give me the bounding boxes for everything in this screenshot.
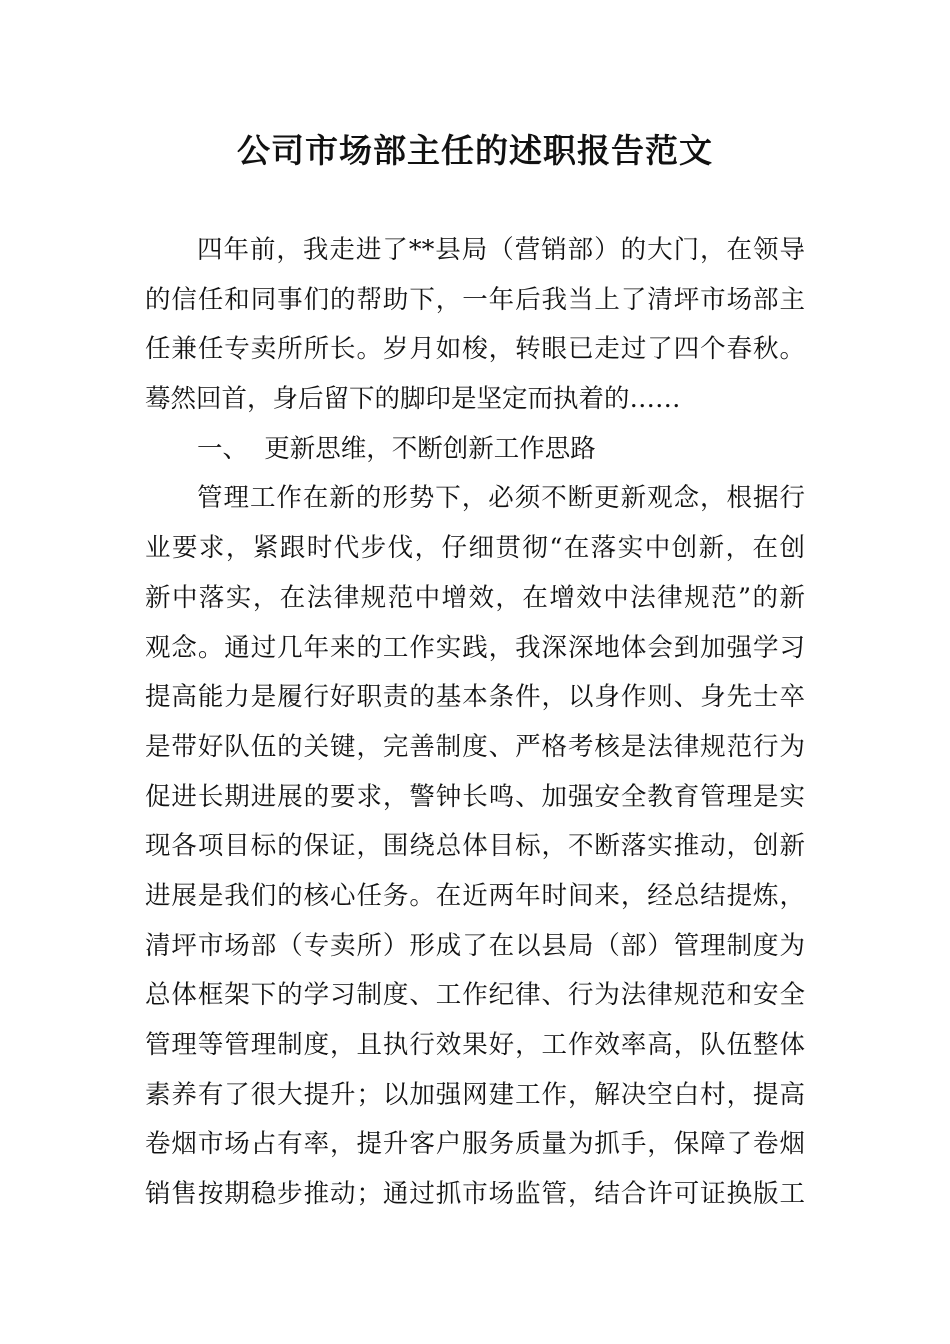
paragraph-line: 促进长期进展的要求，警钟长鸣、加强安全教育管理是实: [145, 781, 805, 812]
paragraph-line: 任兼任专卖所所长。岁月如梭，转眼已走过了四个春秋。: [145, 334, 805, 365]
paragraph-line: 四年前，我走进了**县局（营销部）的大门，在领导: [197, 235, 805, 265]
paragraph-line: 管理工作在新的形势下，必须不断更新观念，根据行: [197, 483, 805, 514]
paragraph-line: 新中落实，在法律规范中增效，在增效中法律规范”的新: [145, 582, 805, 613]
paragraph-line: 提高能力是履行好职责的基本条件，以身作则、身先士卒: [145, 682, 805, 713]
paragraph-line: 销售按期稳步推动；通过抓市场监管，结合许可证换版工: [145, 1179, 805, 1210]
paragraph-line: 管理等管理制度，且执行效果好，工作效率高，队伍整体: [145, 1030, 805, 1060]
document-body: [145, 226, 805, 1220]
paragraph-line: 卷烟市场占有率，提升客户服务质量为抓手，保障了卷烟: [145, 1129, 805, 1160]
paragraph-line: 现各项目标的保证，围绕总体目标，不断落实推动，创新: [145, 831, 805, 862]
paragraph-line: 是带好队伍的关键，完善制度、严格考核是法律规范行为: [145, 731, 805, 762]
paragraph-line: 蓦然回首，身后留下的脚印是坚定而执着的……: [145, 384, 681, 415]
paragraph-line: 业要求，紧跟时代步伐，仔细贯彻“在落实中创新，在创: [145, 533, 805, 564]
paragraph-line: 进展是我们的核心任务。在近两年时间来，经总结提炼，: [145, 880, 805, 911]
paragraph-line: 的信任和同事们的帮助下，一年后我当上了清坪市场部主: [145, 284, 805, 315]
paragraph-line: 总体框架下的学习制度、工作纪律、行为法律规范和安全: [145, 980, 805, 1011]
section-heading: 一、 更新思维，不断创新工作思路: [197, 433, 596, 464]
paragraph-line: 素养有了很大提升；以加强网建工作，解决空白村，提高: [145, 1079, 805, 1110]
paragraph-line: 观念。通过几年来的工作实践，我深深地体会到加强学习: [145, 632, 805, 663]
document-title: 公司市场部主任的述职报告范文: [237, 131, 713, 170]
paragraph-line: 清坪市场部（专卖所）形成了在以县局（部）管理制度为: [145, 930, 805, 961]
